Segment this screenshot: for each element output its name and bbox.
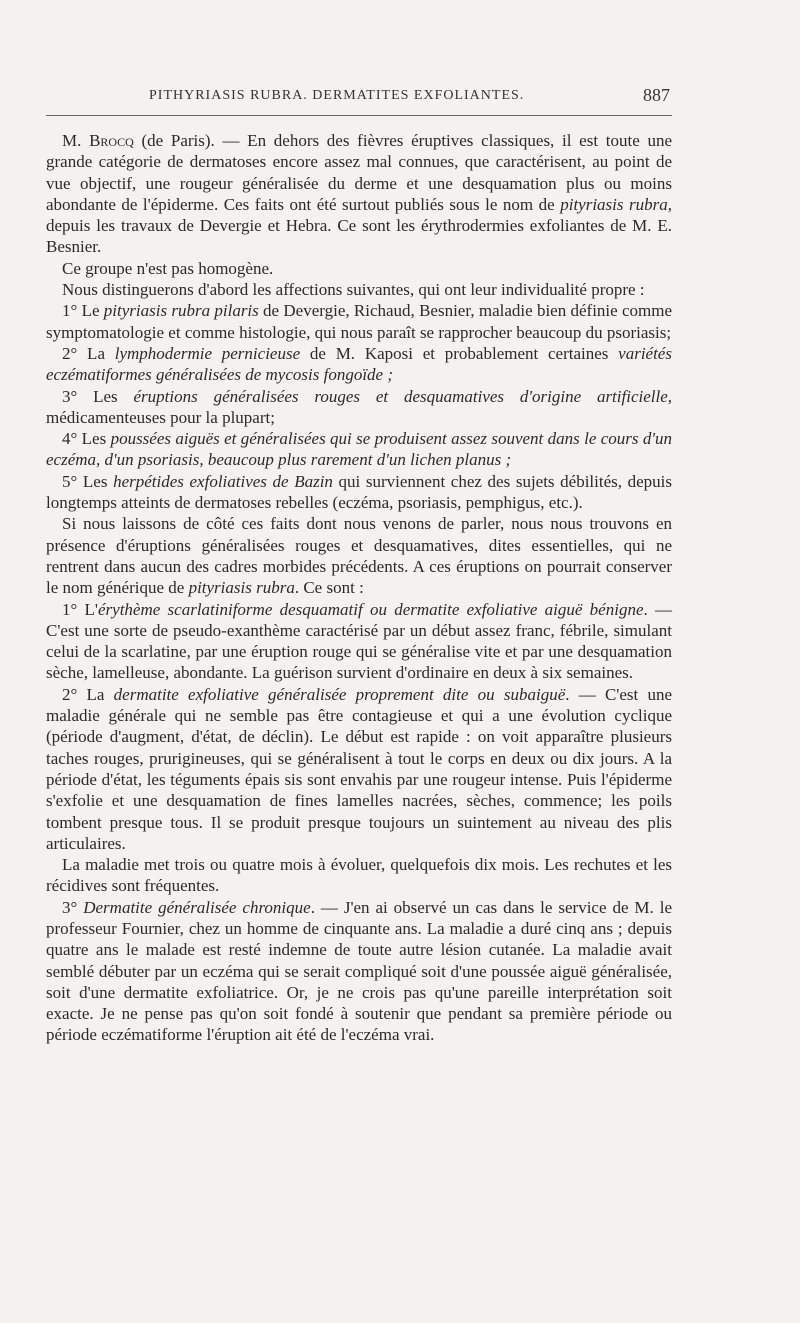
italic-run: variétés eczématiformes généralisées de mycosis fongoïde ; (46, 343, 672, 385)
text-run: de M. Kaposi et probablement certaines (300, 343, 619, 363)
list-item (46, 386, 672, 429)
italic-run: pityriasis rubra (188, 578, 295, 598)
list-item (46, 343, 672, 386)
text-run: . — C'est une sorte de pseudo-exanthème caractérisé par un début assez franc, fébrile, simulant celui de la scarlatine, par une éruption rouge qui se généralise vite et par une desquamation sèche, lamelleuse, abondante. La guérison survient d'ordinaire en deux à six semaines. (46, 599, 672, 683)
italic-run: pityriasis rubra pilaris (103, 301, 259, 321)
italic-run: pityriasis rubra (560, 194, 668, 214)
text-run: , médicamenteuses pour la plupart; (46, 386, 673, 427)
item-number: 2° La (62, 684, 114, 704)
paragraph: Nous distinguerons d'abord les affections suivantes, qui ont leur individualité propre : (62, 280, 645, 300)
page-number: 887 (643, 85, 670, 105)
paragraph (46, 130, 672, 258)
item-number: 1° Le (62, 301, 104, 321)
body-text (46, 130, 672, 1046)
text-run: (de Paris). — En dehors des fièvres éruptives classiques, il est toute une grande catégorie de dermatoses encore assez mal connues, que caractérisent, au point de vue objectif, une rougeur généralisée du derme et une desquamation plus ou moins abondante de l'épiderme. Ces faits ont été surtout publiés sous le nom de (46, 131, 672, 214)
italic-run: Dermatite généralisée chronique (83, 897, 311, 917)
item-number: 1° L' (62, 599, 98, 619)
text-run: qui surviennent chez des sujets débilités, depuis longtemps atteints de dermatoses rebelles (eczéma, psoriasis, pemphigus, etc.). (46, 471, 673, 513)
italic-run: dermatite exfoliative généralisée proprement dite ou subaiguë (113, 684, 566, 704)
list-item (46, 300, 672, 343)
item-number: 3° Les (62, 386, 134, 406)
italic-run: herpétides exfoliatives de Bazin (113, 471, 333, 491)
text-run: de Devergie, Richaud, Besnier, maladie bien définie comme symptomatologie et comme histologie, qui nous paraît se rapprocher beaucoup du psoriasis; (46, 301, 673, 342)
list-item (46, 599, 672, 684)
text-run: , depuis les travaux de Devergie et Hebra. Ce sont les érythrodermies exfoliantes de M. E. Besnier. (46, 194, 672, 257)
item-number: 2° La (62, 343, 115, 363)
italic-run: éruptions généralisées rouges et desquamatives d'origine artificielle (133, 386, 668, 406)
text-run: Si nous laissons de côté ces faits dont nous venons de parler, nous nous trouvons en présence d'éruptions généralisées rouges et desquamatives, dites essentielles, qui ne rentrent dans aucun des cadres morbides précédents. A ces éruptions on pourrait conserver le nom générique de (46, 514, 672, 598)
text-run: . — C'est une maladie générale qui ne semble pas être contagieuse et qui a une évolution cyclique (période d'augment, d'état, de déclin). Le début est rapide : on voit apparaître plusieurs taches rouges, prurigineuses, qui se généralisent à tout le corps en deux ou dix jours. A la période d'état, les téguments épais sis sont envahis par une rougeur intense. Puis l'épiderme s'exfolie et une desquamation de fines lamelles nacrées, sèches, commence; les poils tombent presque tous. Il se produit presque toujours un suintement au niveau des plis articulaires. (46, 684, 672, 853)
list-item (46, 471, 672, 514)
text-run: . Ce sont : (294, 578, 364, 598)
italic-run: poussées aiguës et généralisées qui se produisent assez souvent dans le cours d'un eczéma, d'un psoriasis, beaucoup plus rarement d'un lichen planus ; (46, 429, 672, 470)
italic-run: lymphodermie pernicieuse (114, 343, 301, 363)
list-item (46, 428, 672, 471)
author-name: M. Brocq (62, 131, 134, 150)
item-number: 4° Les (62, 429, 111, 449)
italic-run: érythème scarlatiniforme desquamatif ou dermatite exfoliative aiguë bénigne (98, 599, 644, 619)
running-title: PITHYRIASIS RUBRA. DERMATITES EXFOLIANTES. (149, 88, 525, 103)
header-rule (46, 115, 672, 116)
list-item (46, 897, 672, 1046)
page-header (46, 85, 672, 110)
item-number: 3° (62, 897, 84, 917)
paragraph (46, 513, 672, 598)
item-number: 5° Les (62, 471, 114, 491)
list-item (46, 684, 672, 854)
text-run: . — J'en ai observé un cas dans le service de M. le professeur Fournier, chez un homme de cinquante ans. La maladie a duré cinq ans ; depuis quatre ans le malade est resté indemne de toute autre lésion cutanée. La maladie avait semblé débuter par un eczéma qui se serait compliqué soit d'une poussée aiguë généralisée, soit d'une dermatite exfoliatrice. Or, je ne crois pas qu'une pareille interprétation soit exacte. Je ne pense pas qu'on soit fondé à soutenir que pendant sa première période ou période eczématiforme l'éruption ait été de l'eczéma vrai. (46, 897, 672, 1045)
paragraph: Ce groupe n'est pas homogène. (62, 258, 274, 278)
paragraph: La maladie met trois ou quatre mois à évoluer, quelquefois dix mois. Les rechutes et les récidives sont fréquentes. (46, 855, 672, 896)
